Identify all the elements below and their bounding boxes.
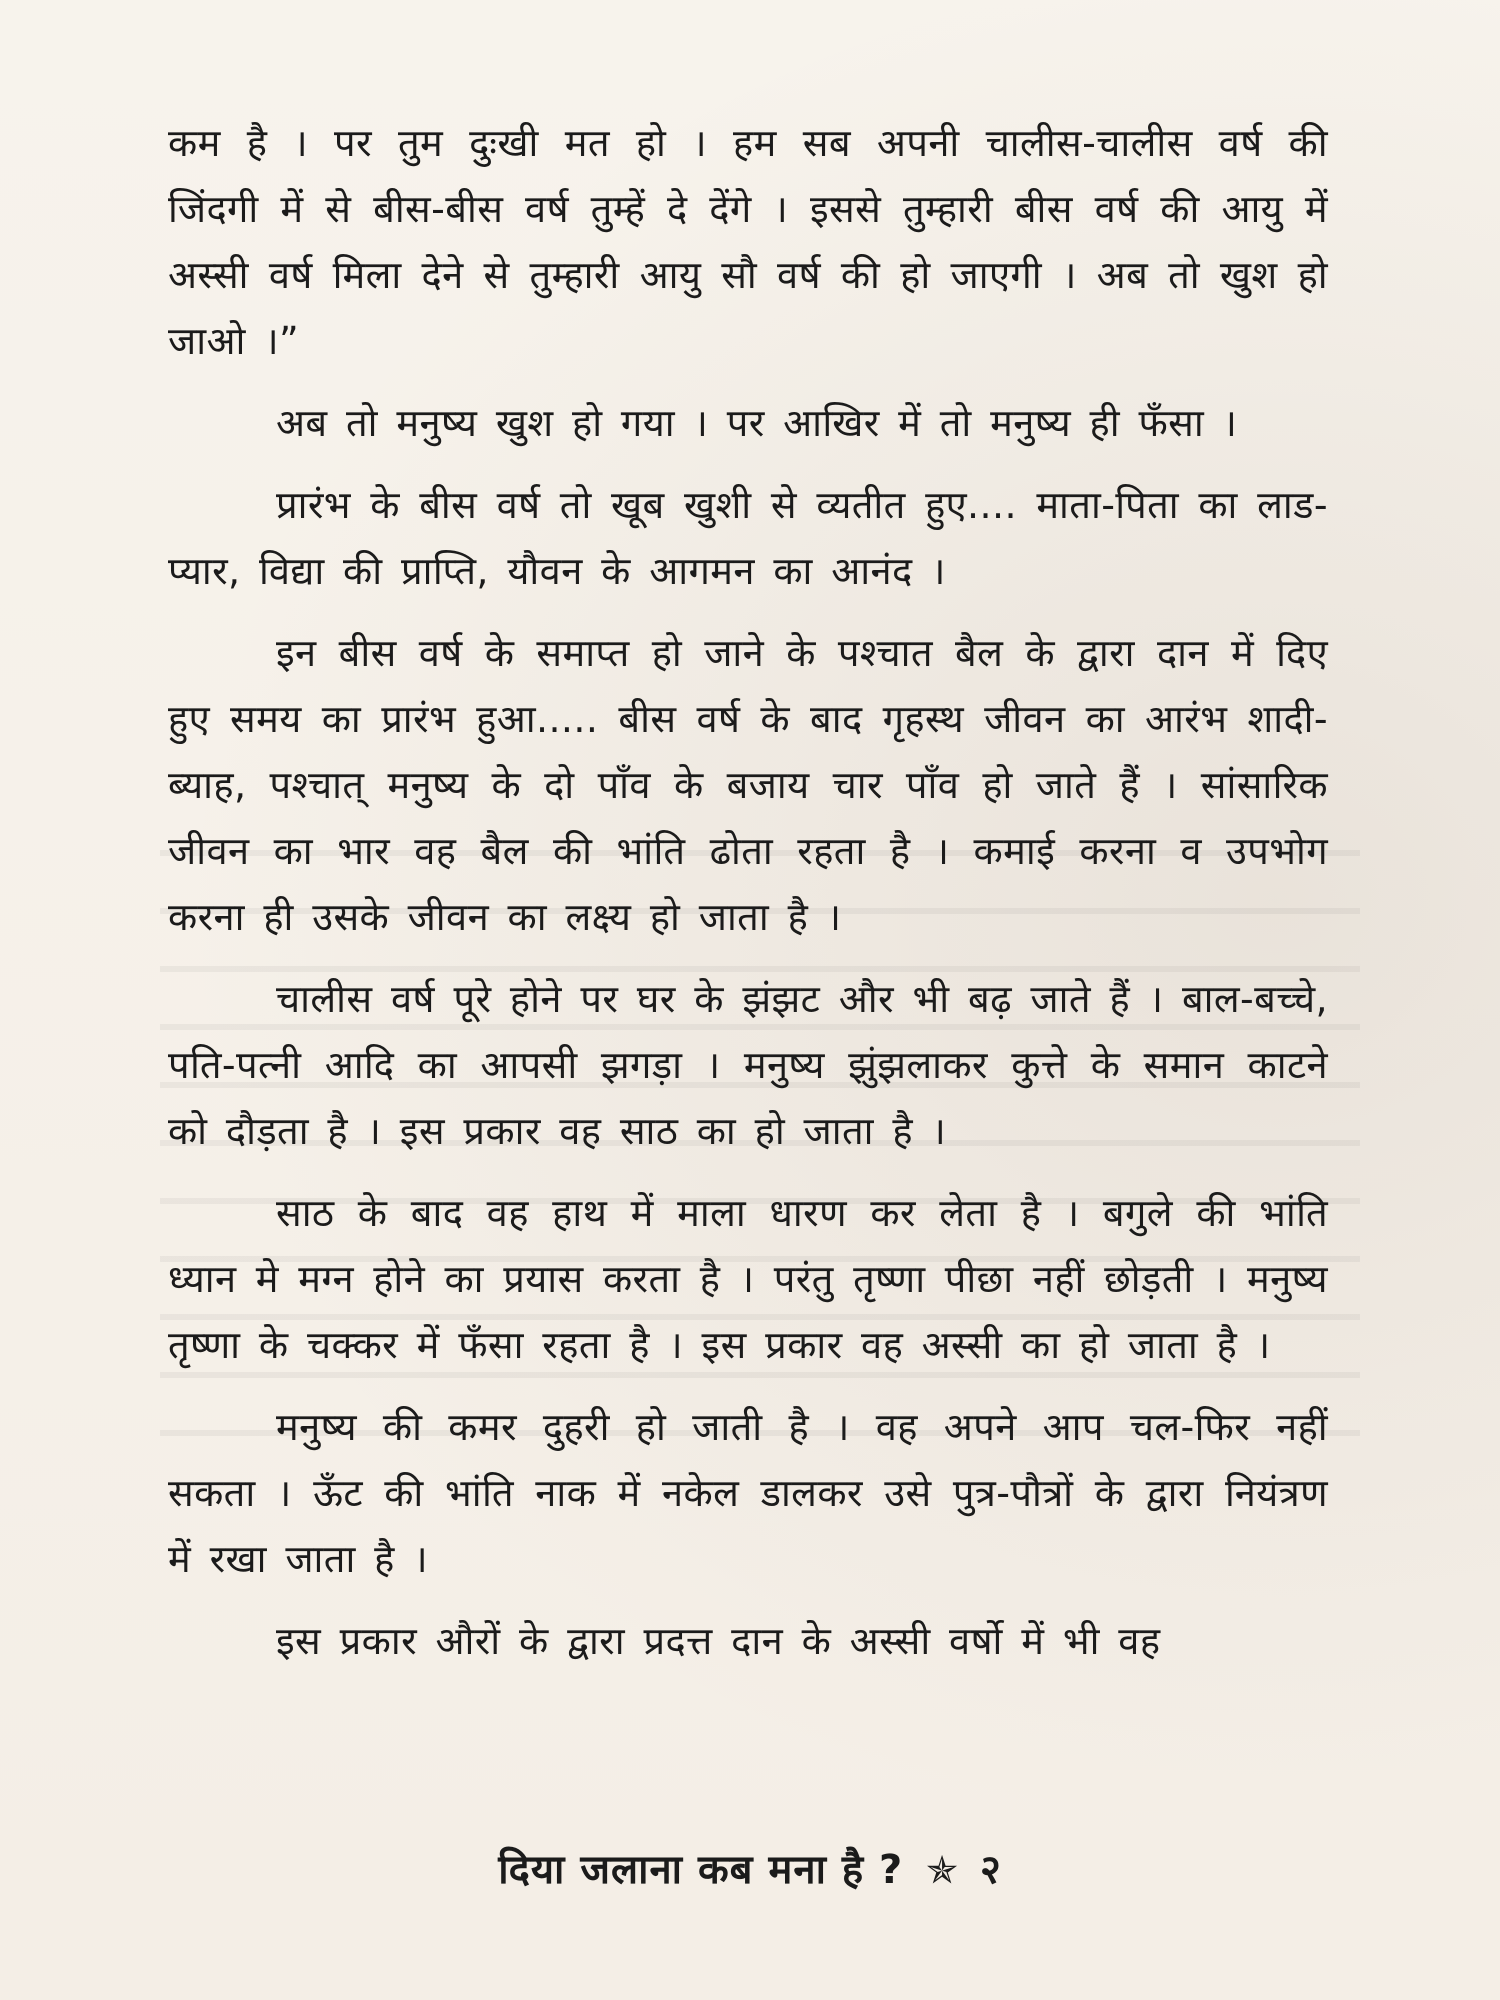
page-footer	[0, 1840, 1500, 1895]
paragraph-1: कम है । पर तुम दुःखी मत हो । हम सब अपनी चालीस-चालीस वर्ष की जिंदगी में से बीस-बीस वर्ष तुम्हें दे देंगे । इससे तुम्हारी बीस वर्ष की आयु में अस्सी वर्ष मिला देने से तुम्हारी आयु सौ वर्ष की हो जाएगी । अब तो खुश हो जाओ ।”	[168, 121, 1328, 363]
paragraph-3: प्रारंभ के बीस वर्ष तो खूब खुशी से व्यतीत हुए.... माता-पिता का लाड-प्यार, विद्या की प्राप्ति, यौवन के आगमन का आनंद ।	[168, 483, 1328, 593]
paragraph-4: इन बीस वर्ष के समाप्त हो जाने के पश्चात बैल के द्वारा दान में दिए हुए समय का प्रारंभ हुआ..... बीस वर्ष के बाद गृहस्थ जीवन का आरंभ शादी-ब्याह, पश्चात् मनुष्य के दो पाँव के बजाय चार पाँव हो जाते हैं । सांसारिक जीवन का भार वह बैल की भांति ढोता रहता है । कमाई करना व उपभोग करना ही उसके जीवन का लक्ष्य हो जाता है ।	[168, 631, 1328, 939]
footer-book-title: दिया जलाना कब मना है ?	[498, 1847, 904, 1893]
paragraph-6: साठ के बाद वह हाथ में माला धारण कर लेता है । बगुले की भांति ध्यान मे मग्न होने का प्रयास करता है । परंतु तृष्णा पीछा नहीं छोड़ती । मनुष्य तृष्णा के चक्कर में फँसा रहता है । इस प्रकार वह अस्सी का हो जाता है ।	[168, 1191, 1328, 1367]
page-number: २	[979, 1847, 1002, 1893]
paragraph-2: अब तो मनुष्य खुश हो गया । पर आखिर में तो मनुष्य ही फँसा ।	[276, 401, 1238, 445]
star-icon: ✯	[926, 1848, 960, 1892]
paragraph-8: इस प्रकार औरों के द्वारा प्रदत्त दान के अस्सी वर्षो में भी वह	[276, 1619, 1161, 1663]
paragraph-7: मनुष्य की कमर दुहरी हो जाती है । वह अपने आप चल-फिर नहीं सकता । ऊँट की भांति नाक में नकेल डालकर उसे पुत्र-पौत्रों के द्वारा नियंत्रण में रखा जाता है ।	[168, 1405, 1328, 1581]
page-body-text	[168, 110, 1328, 1690]
paragraph-5: चालीस वर्ष पूरे होने पर घर के झंझट और भी बढ़ जाते हैं । बाल-बच्चे, पति-पत्नी आदि का आपसी झगड़ा । मनुष्य झुंझलाकर कुत्ते के समान काटने को दौड़ता है । इस प्रकार वह साठ का हो जाता है ।	[168, 977, 1328, 1153]
